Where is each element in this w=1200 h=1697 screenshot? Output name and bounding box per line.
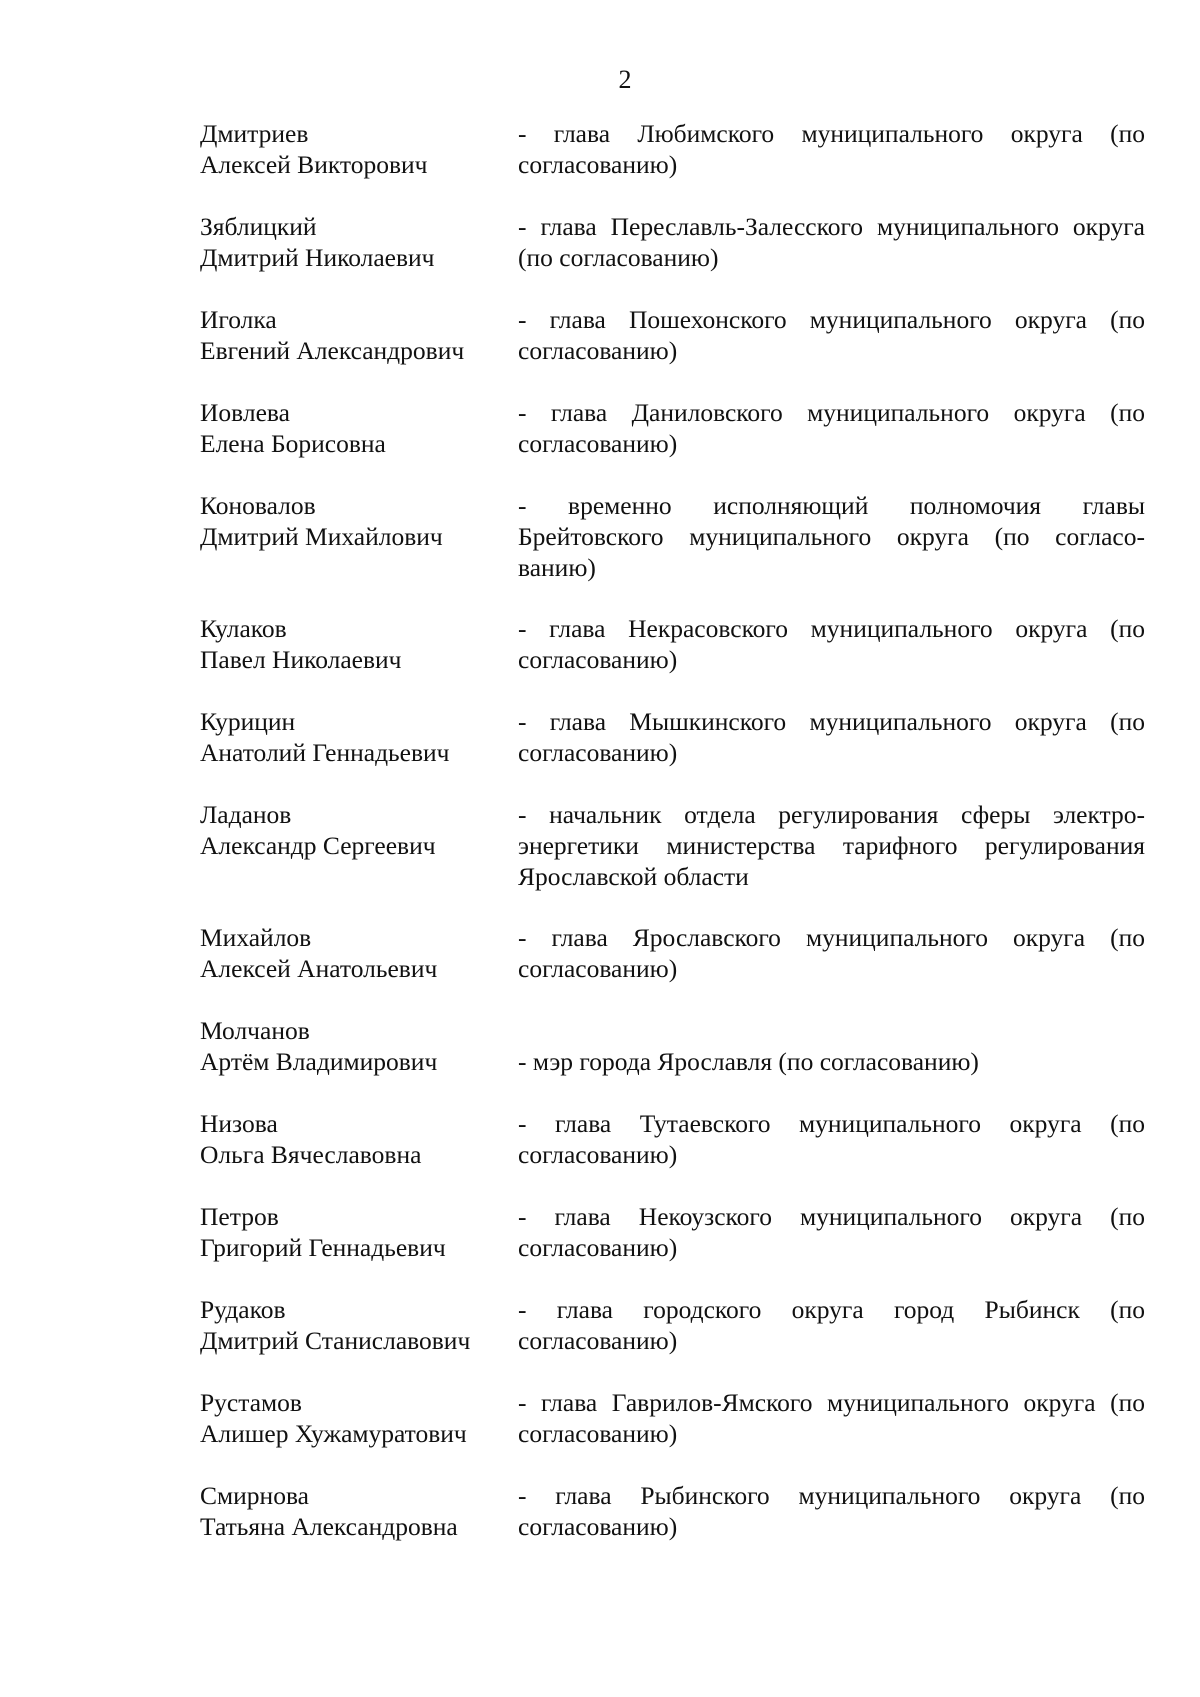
member-name bbox=[200, 1108, 518, 1170]
member-entry bbox=[200, 922, 1145, 984]
member-role: - глава Рыбинского муниципального округа (по согласованию) bbox=[518, 1481, 1145, 1541]
member-surname: Коновалов bbox=[200, 491, 316, 520]
member-given-names: Дмитрий Николаевич bbox=[200, 243, 435, 272]
member-surname: Дмитриев bbox=[200, 119, 309, 148]
member-entry bbox=[200, 211, 1145, 273]
member-name bbox=[200, 613, 518, 675]
member-name bbox=[200, 1015, 518, 1077]
member-role: - глава Переславль-Залесского муниципального округа (по согласованию) bbox=[518, 212, 1145, 272]
member-given-names: Елена Борисовна bbox=[200, 429, 386, 458]
member-entry bbox=[200, 1387, 1145, 1449]
member-surname: Кулаков bbox=[200, 614, 287, 643]
member-given-names: Алишер Хужамуратович bbox=[200, 1419, 467, 1448]
member-role: - глава Любимского муниципального округа (по согласованию) bbox=[518, 119, 1145, 179]
member-given-names: Александр Сергеевич bbox=[200, 831, 436, 860]
member-given-names: Евгений Александрович bbox=[200, 336, 465, 365]
member-surname: Зяблицкий bbox=[200, 212, 317, 241]
member-name bbox=[200, 799, 518, 861]
member-given-names: Алексей Викторович bbox=[200, 150, 428, 179]
member-given-names: Татьяна Александровна bbox=[200, 1512, 458, 1541]
member-role: - начальник отдела регулирования сферы электро-энергетики министерства тарифного регулирования Ярославской области bbox=[518, 800, 1145, 891]
member-entry bbox=[200, 1015, 1145, 1077]
member-surname: Рустамов bbox=[200, 1388, 302, 1417]
member-entry bbox=[200, 1108, 1145, 1170]
member-role: - временно исполняющий полномочия главы Брейтовского муниципального округа (по согласо-ванию) bbox=[518, 491, 1145, 582]
member-surname: Курицин bbox=[200, 707, 296, 736]
member-role: - глава Ярославского муниципального округа (по согласованию) bbox=[518, 923, 1145, 983]
member-given-names: Григорий Геннадьевич bbox=[200, 1233, 446, 1262]
member-surname: Рудаков bbox=[200, 1295, 286, 1324]
member-entry bbox=[200, 1294, 1145, 1356]
member-entry bbox=[200, 1480, 1145, 1542]
member-entry bbox=[200, 1201, 1145, 1263]
member-role: - глава Некрасовского муниципального округа (по согласованию) bbox=[518, 614, 1145, 674]
member-name bbox=[200, 118, 518, 180]
member-given-names: Ольга Вячеславовна bbox=[200, 1140, 422, 1169]
member-name bbox=[200, 1201, 518, 1263]
member-surname: Смирнова bbox=[200, 1481, 309, 1510]
member-role: - глава Пошехонского муниципального округа (по согласованию) bbox=[518, 305, 1145, 365]
member-role: - мэр города Ярославля (по согласованию) bbox=[518, 1047, 979, 1076]
member-entry bbox=[200, 304, 1145, 366]
member-entry bbox=[200, 397, 1145, 459]
member-role: - глава Тутаевского муниципального округа (по согласованию) bbox=[518, 1109, 1145, 1169]
member-surname: Иголка bbox=[200, 305, 277, 334]
page-number: 2 bbox=[618, 65, 632, 94]
member-surname: Низова bbox=[200, 1109, 278, 1138]
member-role: - глава Гаврилов-Ямского муниципального округа (по согласованию) bbox=[518, 1388, 1145, 1448]
member-name bbox=[200, 211, 518, 273]
member-surname: Иовлева bbox=[200, 398, 290, 427]
member-name bbox=[200, 1387, 518, 1449]
member-role: - глава Даниловского муниципального округа (по согласованию) bbox=[518, 398, 1145, 458]
member-surname: Ладанов bbox=[200, 800, 292, 829]
member-entry bbox=[200, 799, 1145, 892]
member-entry bbox=[200, 118, 1145, 180]
member-entry bbox=[200, 706, 1145, 768]
member-name bbox=[200, 1480, 518, 1542]
member-given-names: Дмитрий Станиславович bbox=[200, 1326, 471, 1355]
member-given-names: Павел Николаевич bbox=[200, 645, 402, 674]
member-list bbox=[200, 118, 1145, 1573]
member-given-names: Алексей Анатольевич bbox=[200, 954, 438, 983]
member-surname: Петров bbox=[200, 1202, 279, 1231]
member-given-names: Дмитрий Михайлович bbox=[200, 522, 443, 551]
member-entry bbox=[200, 490, 1145, 583]
member-name bbox=[200, 706, 518, 768]
member-name bbox=[200, 397, 518, 459]
member-given-names: Артём Владимирович bbox=[200, 1047, 438, 1076]
member-name bbox=[200, 1294, 518, 1356]
member-entry bbox=[200, 613, 1145, 675]
member-name bbox=[200, 922, 518, 984]
member-name bbox=[200, 304, 518, 366]
member-role: - глава Мышкинского муниципального округа (по согласованию) bbox=[518, 707, 1145, 767]
member-surname: Молчанов bbox=[200, 1016, 310, 1045]
member-surname: Михайлов bbox=[200, 923, 312, 952]
member-role: - глава Некоузского муниципального округа (по согласованию) bbox=[518, 1202, 1145, 1262]
member-given-names: Анатолий Геннадьевич bbox=[200, 738, 450, 767]
member-name bbox=[200, 490, 518, 552]
member-role: - глава городского округа город Рыбинск (по согласованию) bbox=[518, 1295, 1145, 1355]
